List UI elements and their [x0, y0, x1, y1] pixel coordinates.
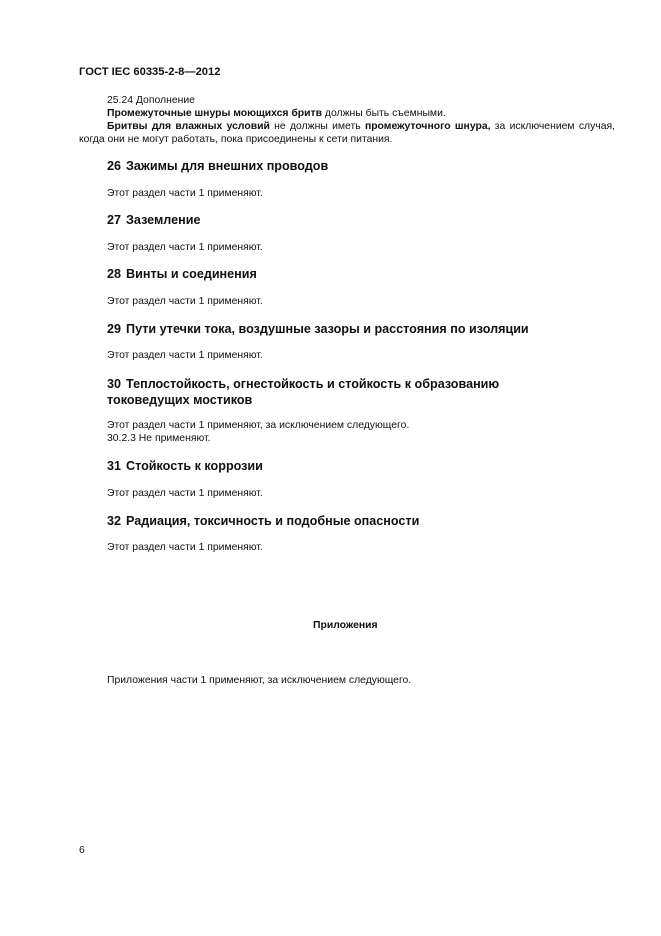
section-27-text: Этот раздел части 1 применяют. [107, 242, 263, 253]
section-30-heading [107, 376, 499, 392]
section-32-heading [107, 513, 419, 529]
page-number: 6 [79, 845, 85, 856]
section-title: Зажимы для внешних проводов [126, 159, 329, 173]
clause-25-24-line2 [79, 120, 615, 146]
term-wet-shavers: Бритвы для влажных условий [107, 121, 270, 132]
term-interconnection-cord: промежуточного шнура, [364, 121, 491, 132]
term-washable-shaver-cords: Промежуточные шнуры моющихся бритв [107, 108, 323, 119]
document-header: ГОСТ IEC 60335-2-8—2012 [79, 66, 221, 78]
section-number: 29 [107, 322, 122, 336]
section-29-text: Этот раздел части 1 применяют. [107, 350, 263, 361]
section-31-heading [107, 458, 263, 474]
section-32-text: Этот раздел части 1 применяют. [107, 542, 263, 553]
section-30-text: Этот раздел части 1 применяют, за исключением следующего. [107, 420, 410, 431]
clause-30-2-3-text: Не применяют. [138, 433, 211, 444]
section-title: Заземление [126, 213, 201, 227]
section-27-heading [107, 212, 201, 228]
section-28-heading [107, 266, 257, 282]
clause-30-2-3 [107, 433, 211, 444]
section-title: Винты и соединения [126, 267, 257, 281]
section-number: 30 [107, 377, 122, 391]
line2-rest: за исключением случая, когда они не могут работать, пока присоединены к сети питания. [79, 121, 615, 145]
section-26-text: Этот раздел части 1 применяют. [107, 188, 263, 199]
section-28-text: Этот раздел части 1 применяют. [107, 296, 263, 307]
section-31-text: Этот раздел части 1 применяют. [107, 488, 263, 499]
line2-mid: не должны иметь [269, 121, 365, 132]
section-number: 31 [107, 459, 122, 473]
appendix-text: Приложения части 1 применяют, за исключением следующего. [107, 675, 412, 686]
section-number: 26 [107, 159, 122, 173]
section-title: Пути утечки тока, воздушные зазоры и расстояния по изоляции [126, 322, 529, 336]
section-30-heading-line2: токоведущих мостиков [107, 393, 253, 407]
clause-25-24-heading [107, 94, 195, 107]
section-title-line1: Теплостойкость, огнестойкость и стойкость к образованию [126, 377, 500, 391]
clause-25-24-title: Дополнение [135, 95, 195, 106]
appendix-title: Приложения [313, 620, 378, 631]
clause-25-24-line1 [107, 107, 446, 120]
section-title: Радиация, токсичность и подобные опасности [126, 514, 420, 528]
section-29-heading [107, 321, 529, 337]
section-26-heading [107, 158, 328, 174]
clause-30-2-3-number: 30.2.3 [107, 433, 136, 444]
clause-25-24-number: 25.24 [107, 95, 134, 106]
line1-rest: должны быть съемными. [322, 108, 446, 119]
section-number: 28 [107, 267, 122, 281]
section-title: Стойкость к коррозии [126, 459, 263, 473]
section-number: 27 [107, 213, 122, 227]
section-number: 32 [107, 514, 122, 528]
